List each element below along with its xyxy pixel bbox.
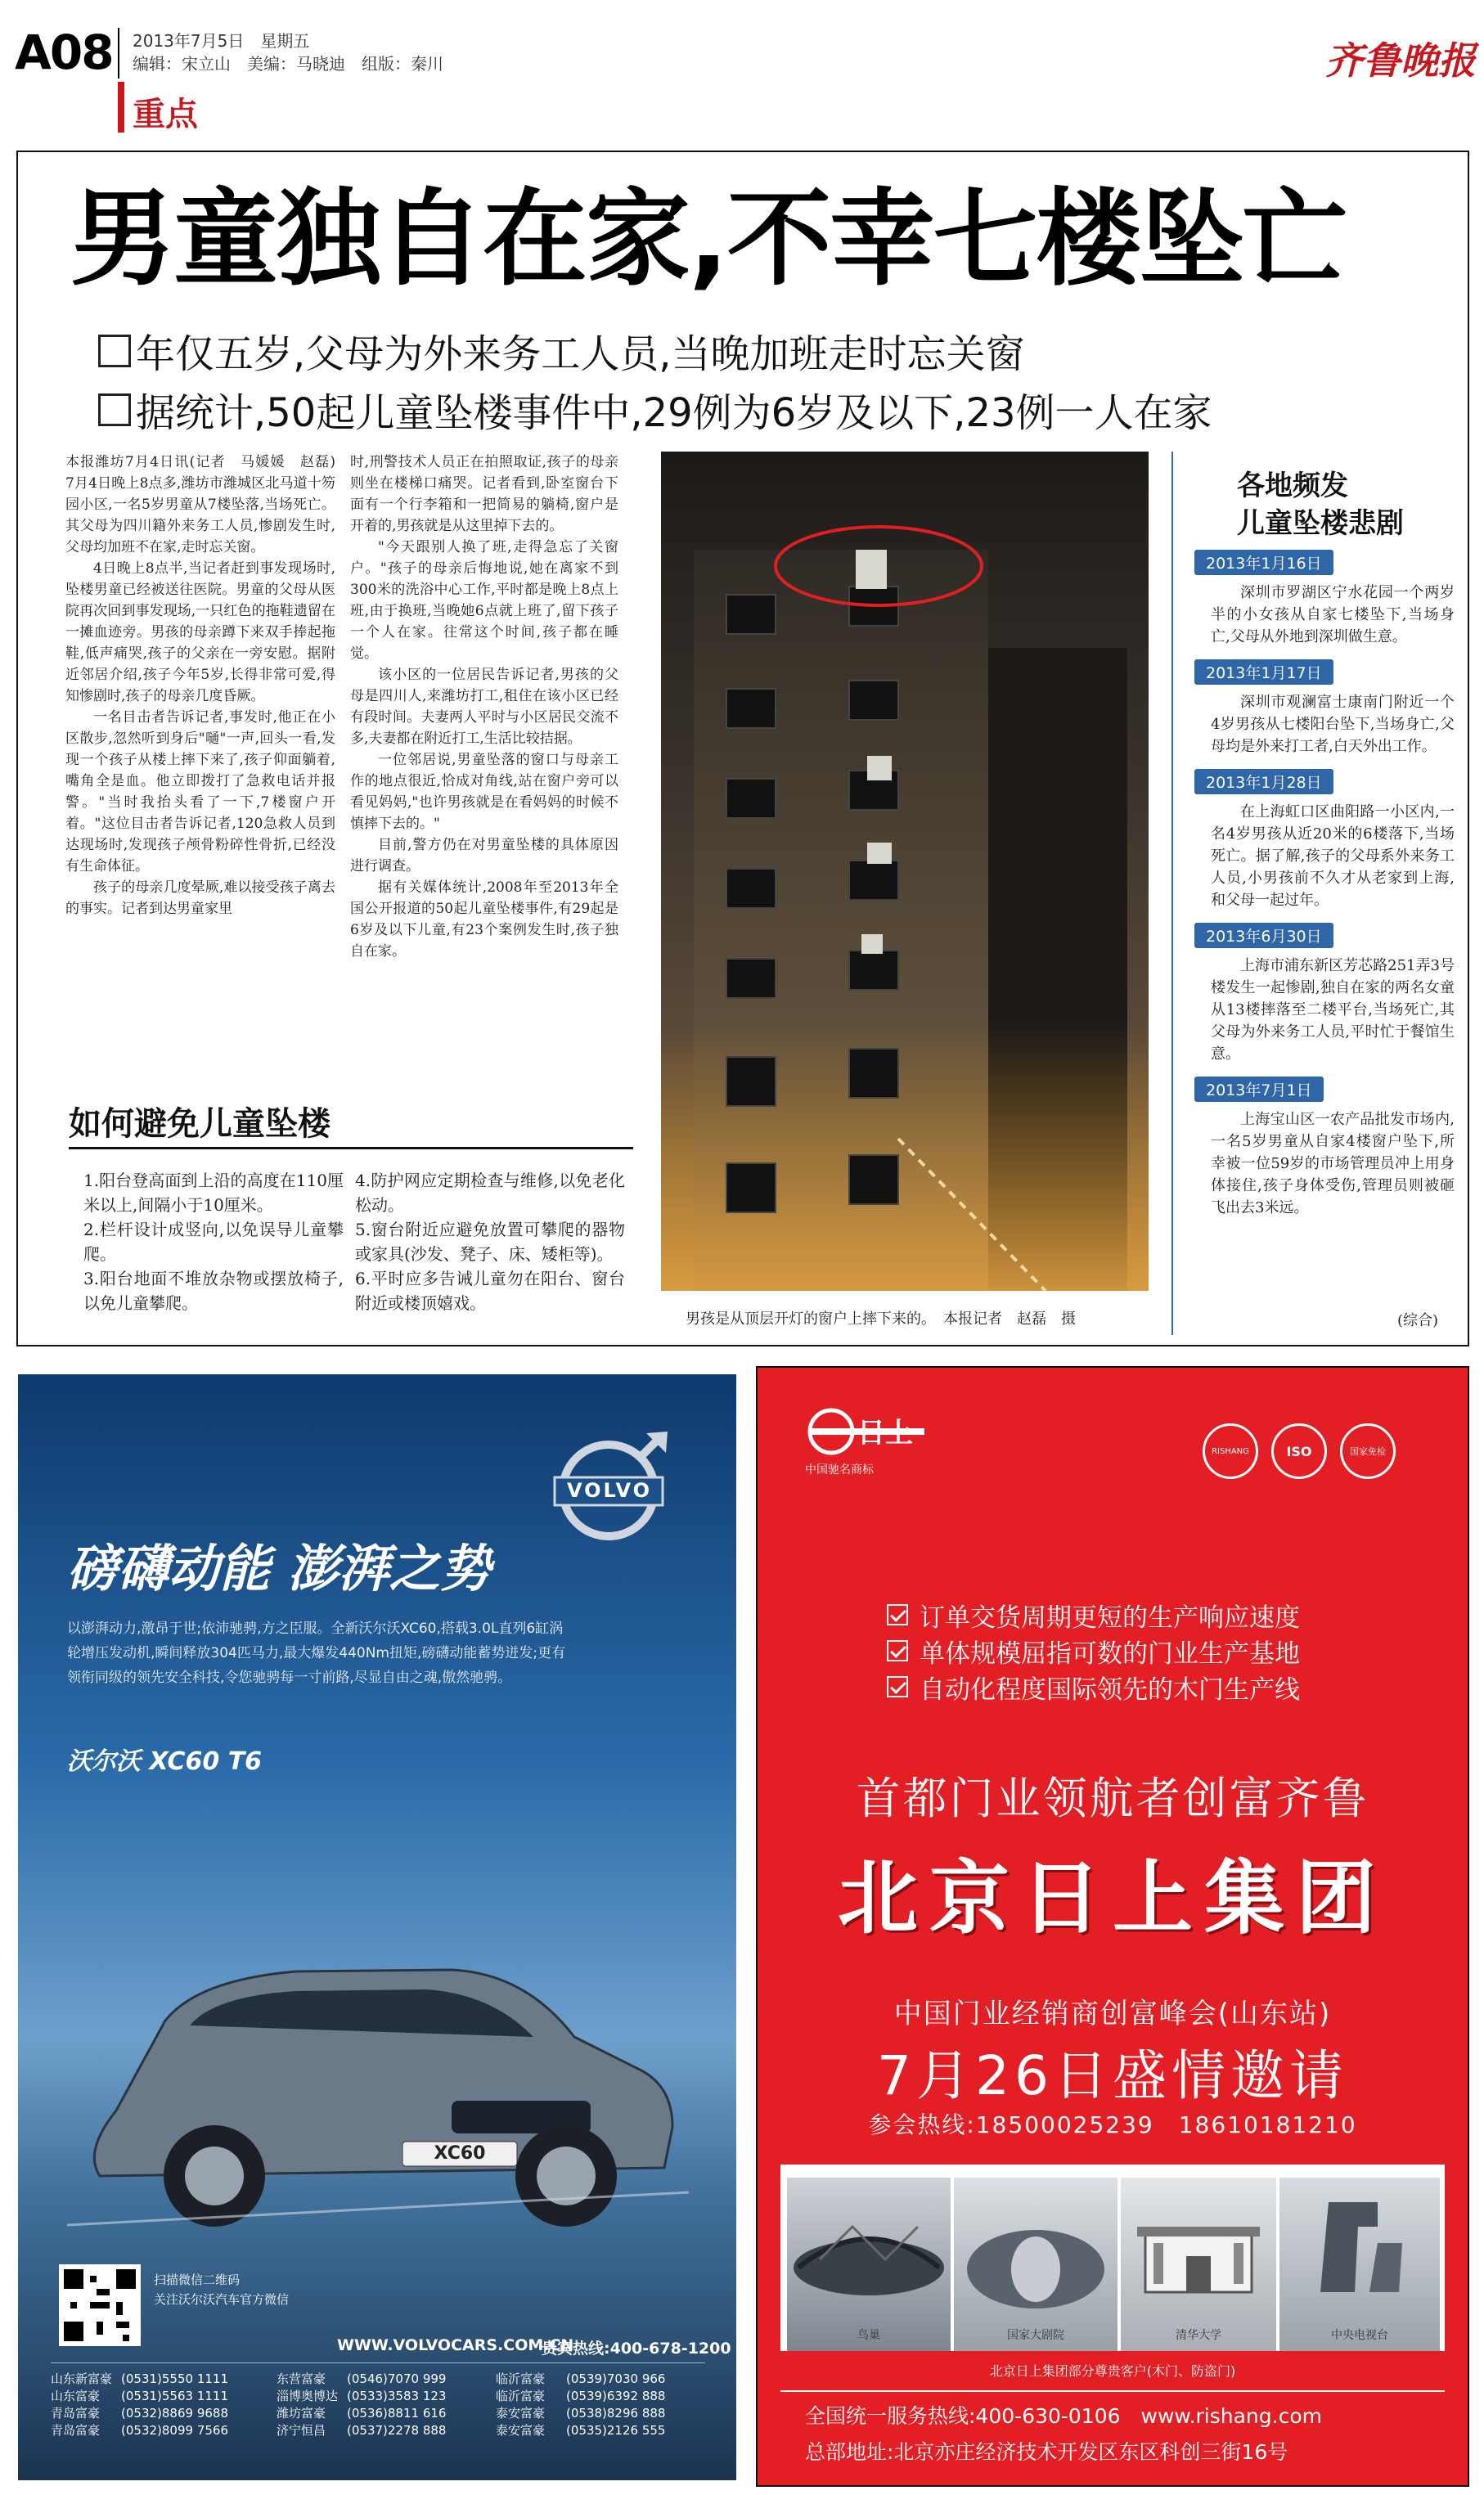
deck-box-icon	[98, 335, 131, 367]
dealer-name: 青岛富豪	[51, 2423, 101, 2438]
bullet-text: 单体规模屈指可数的门业生产基地	[920, 1639, 1300, 1669]
tip-item: 1.阳台登高面到上沿的高度在110厘米以上,间隔小于10厘米。	[83, 1171, 344, 1215]
tip-item: 5.窗台附近应避免放置可攀爬的器物或家具(沙发、凳子、床、矮柜等)。	[355, 1220, 625, 1264]
rishang-event: 中国门业经销商创富峰会(山东站)	[893, 1998, 1332, 2030]
deck-line-2	[98, 381, 1212, 438]
dealer-name: 淄博奥博达	[277, 2389, 339, 2403]
landmark-strip	[780, 2165, 1445, 2351]
deck-line-1	[98, 322, 1025, 379]
qr-caption: 扫描微信二维码	[154, 2272, 241, 2287]
rishang-address: 总部地址:北京亦庄经济技术开发区东区科创三街16号	[805, 2440, 1288, 2464]
section-label: 重点	[133, 96, 198, 133]
article-paragraph: 孩子的母亲几度晕厥,难以接受孩子离去的事实。记者到达男童家里	[65, 879, 335, 917]
sidebar-title-2: 儿童坠楼悲剧	[1237, 507, 1404, 540]
cert-seal-text: RISHANG	[1212, 1446, 1249, 1456]
rishang-footer-divider	[780, 2390, 1445, 2392]
article-paragraph: 目前,警方仍在对男童坠楼的具体原因进行调查。	[350, 837, 618, 874]
cert-seal-text: 国家免检	[1350, 1446, 1386, 1457]
article-paragraph: "今天跟别人换了班,走得急忘了关窗户。"孩子的母亲后悔地说,她在离家不到300米的洗浴中心工作,平时都是晚上8点上班,由于换班,当晚她6点就上班了,留下孩子一个人在家。往常这个时间,孩子都在睡觉。	[350, 539, 618, 662]
deck-text-1: 年仅五岁,父母为外来务工人员,当晚加班走时忘关窗	[136, 331, 1025, 377]
sidebar-title-1: 各地频发	[1237, 470, 1348, 502]
dealer-name: 潍坊富豪	[277, 2406, 326, 2421]
landmark-caption: 中央电视台	[1331, 2329, 1388, 2342]
dealer-phone: (0538)8296 888	[566, 2406, 666, 2421]
bullet-item	[887, 1669, 1300, 1705]
dealer-list	[51, 2371, 713, 2439]
timeline-date: 2013年7月1日	[1194, 1077, 1324, 1102]
rishang-company: 北京日上集团	[837, 1852, 1387, 1945]
dealer-phone: (0537)2278 888	[347, 2423, 447, 2438]
checkbox-icon	[887, 1676, 908, 1697]
bullet-text: 自动化程度国际领先的木门生产线	[920, 1675, 1300, 1705]
volvo-website: WWW.VOLVOCARS.COM.CN	[337, 2336, 574, 2354]
article-paragraph: 一位邻居说,男童坠落的窗口与母亲工作的地点很近,恰成对角线,站在窗户旁可以看见妈妈,"也许男孩就是在看妈妈的时候不慎摔下去的。"	[350, 752, 618, 832]
rishang-service: 全国统一服务热线:400-630-0106 www.rishang.com	[805, 2404, 1322, 2428]
dealer-phone: (0531)5550 1111	[121, 2371, 228, 2386]
dealer-name: 东营富豪	[277, 2371, 326, 2386]
timeline-entry	[1194, 769, 1455, 911]
rishang-hotline: 参会热线:18500025239 18610181210	[868, 2111, 1357, 2138]
dealer-row	[51, 2405, 713, 2422]
building-illustration	[661, 452, 1149, 1291]
dealer-phone: (0532)8869 9688	[121, 2406, 228, 2421]
dealer-name: 临沂富豪	[496, 2371, 546, 2386]
rishang-customers: 北京日上集团部分尊贵客户(木门、防盗门)	[989, 2363, 1236, 2379]
dealer-name: 泰安富豪	[496, 2423, 546, 2438]
building-photo	[661, 452, 1149, 1291]
sidebar-timeline	[1194, 550, 1455, 1230]
volvo-slogan: 磅礴动能 澎湃之势	[67, 1539, 491, 1598]
bullet-item	[887, 1633, 1300, 1669]
dealer-row	[51, 2371, 713, 2388]
rishang-logo	[805, 1407, 928, 1482]
dealer-name: 济宁恒昌	[277, 2423, 326, 2438]
timeline-date: 2013年1月17日	[1194, 659, 1333, 685]
header-divider	[118, 28, 119, 79]
timeline-entry	[1194, 923, 1455, 1065]
dealer-name: 青岛富豪	[51, 2406, 101, 2421]
dealer-name: 临沂富豪	[496, 2389, 546, 2403]
tip-item: 4.防护网应定期检查与维修,以免老化松动。	[355, 1171, 625, 1215]
tip-item: 2.栏杆设计成竖向,以免误导儿童攀爬。	[83, 1220, 344, 1264]
timeline-date: 2013年1月16日	[1194, 550, 1333, 575]
landmark-cctv	[1279, 2178, 1440, 2351]
landmark-caption: 鸟巢	[857, 2329, 880, 2342]
volvo-car-illustration	[67, 1881, 689, 2241]
timeline-text: 在上海虹口区曲阳路一小区内,一名4岁男孩从近20米的6楼落下,当场死亡。据了解,孩子的父母系外来务工人员,小男孩前不久才从老家到上海,和父母一起过年。	[1211, 803, 1455, 909]
volvo-model: 沃尔沃 XC60 T6	[67, 1747, 263, 1776]
timeline-text: 上海市浦东新区芳芯路251弄3号楼发生一起惨剧,独自在家的两名女童从13楼摔落至二楼平台,当场死亡,其父母为外来务工人员,平时忙于餐馆生意。	[1211, 957, 1455, 1063]
article-paragraph: 4日晚上8点半,当记者赶到事发现场时,坠楼男童已经被送往医院。男童的父母从医院再次回到事发现场,一只红色的拖鞋遗留在一摊血迹旁。男孩的母亲蹲下来双手捧起拖鞋,低声痛哭,孩子的父亲在一旁安慰。据附近邻居介绍,孩子今年5岁,长得非常可爱,得知惨剧时,孩子的母亲几度昏厥。	[65, 560, 335, 704]
cert-seal	[1203, 1423, 1258, 1479]
timeline-date: 2013年1月28日	[1194, 769, 1333, 794]
article-paragraph: 据有关媒体统计,2008年至2013年全国公开报道的50起儿童坠楼事件,有29起是6岁及以下儿童,有23个案例发生时,孩子独自在家。	[350, 879, 618, 960]
rishang-logo-text: 日上	[857, 1417, 913, 1450]
rishang-tagline: 首都门业领航者创富齐鲁	[856, 1773, 1369, 1824]
tip-item: 6.平时应多告诫儿童勿在阳台、窗台附近或楼顶嬉戏。	[355, 1269, 625, 1313]
dealer-phone: (0539)6392 888	[566, 2389, 666, 2403]
sidebar-divider	[1171, 452, 1173, 1335]
page-number: A08	[15, 25, 113, 80]
timeline-entry	[1194, 659, 1455, 757]
staff-line: 编辑：宋立山 美编：马晓迪 组版：秦川	[133, 54, 443, 74]
landmark-tsinghua	[1121, 2178, 1276, 2351]
article-column-1	[65, 452, 349, 1073]
rishang-ad	[758, 1368, 1468, 2485]
timeline-entry	[1194, 1077, 1455, 1219]
tips-right	[355, 1168, 625, 1315]
date-line: 2013年7月5日 星期五	[133, 31, 310, 51]
timeline-text: 上海宝山区一农产品批发市场内,一名5岁男童从自家4楼窗户坠下,所幸被一位59岁的市场管理员冲上用身体接住,孩子身体受伤,管理员则被砸飞出去3米远。	[1211, 1111, 1455, 1216]
rishang-logo-sub: 中国驰名商标	[805, 1463, 874, 1477]
deck-box-icon	[98, 393, 131, 426]
cert-seal	[1271, 1423, 1327, 1479]
dealer-phone: (0536)8811 616	[347, 2406, 447, 2421]
article-paragraph: 该小区的一位居民告诉记者,男孩的父母是四川人,来潍坊打工,租住在该小区已经有段时间。夫妻两人平时与小区居民交流不多,夫妻都在附近打工,生活比较拮据。	[350, 667, 618, 747]
timeline-entry	[1194, 550, 1455, 648]
tips-underline	[69, 1147, 633, 1149]
dealer-phone: (0532)8099 7566	[121, 2423, 228, 2438]
sidebar-source: (综合)	[1397, 1312, 1439, 1329]
qr-caption-2: 关注沃尔沃汽车官方微信	[154, 2292, 290, 2307]
landmark-caption: 国家大剧院	[1007, 2329, 1064, 2342]
volvo-logo	[550, 1427, 672, 1549]
landmark-bird-nest	[787, 2178, 951, 2351]
dealer-phone: (0531)5563 1111	[121, 2389, 228, 2403]
article-paragraph: 本报潍坊7月4日讯(记者 马媛媛 赵磊) 7月4日晚上8点多,潍坊市潍城区北马道十笏园小区,一名5岁男童从7楼坠落,当场死亡。其父母为四川籍外来务工人员,惨剧发生时,父母均加班不在家,走时忘关窗。	[65, 454, 349, 555]
dealer-phone: (0539)7030 966	[566, 2371, 666, 2386]
cert-seal	[1340, 1423, 1396, 1479]
stadium-icon	[787, 2178, 951, 2300]
volvo-logo-text: VOLVO	[566, 1479, 653, 1502]
checkbox-icon	[887, 1640, 908, 1661]
timeline-date: 2013年6月30日	[1194, 923, 1333, 948]
newspaper-brand: 齐鲁晚报	[1325, 38, 1476, 83]
volvo-plate: XC60	[434, 2143, 486, 2164]
dealer-phone: (0535)2126 555	[566, 2423, 666, 2438]
tips-title: 如何避免儿童坠楼	[69, 1105, 331, 1143]
gate-icon	[1121, 2178, 1276, 2300]
volvo-hotline: 贵宾热线:400-678-1200	[542, 2340, 731, 2358]
dealer-name: 山东新富豪	[51, 2371, 113, 2386]
timeline-text: 深圳市观澜富士康南门附近一个4岁男孩从七楼阳台坠下,当场身亡,父母均是外来打工者,白天外出工作。	[1211, 694, 1455, 755]
dealer-row	[51, 2422, 713, 2439]
volvo-ad	[18, 1374, 736, 2480]
dealer-name: 泰安富豪	[496, 2406, 546, 2421]
dealer-phone: (0546)7070 999	[347, 2371, 447, 2386]
headline: 男童独自在家,不幸七楼坠亡	[70, 178, 1346, 300]
tips-left	[83, 1168, 344, 1315]
dealer-row	[51, 2388, 713, 2405]
article-paragraph: 一名目击者告诉记者,事发时,他正在小区散步,忽然听到身后"嗵"一声,回头一看,发现一个孩子从楼上摔下来了,孩子仰面躺着,嘴角全是血。他立即拨打了急救电话并报警。"当时我抬头看了一下,7楼窗户开着。"这位目击者告诉记者,120急救人员到达现场时,发现孩子颅骨粉碎性骨折,已经没有生命体征。	[65, 709, 335, 874]
landmark-opera	[954, 2178, 1117, 2351]
tip-item: 3.阳台地面不堆放杂物或摆放椅子,以免儿童攀爬。	[83, 1269, 344, 1313]
volvo-body: 以澎湃动力,激昂于世;依沛驰骋,方之臣服。全新沃尔沃XC60,搭载3.0L直列6缸涡轮增压发动机,瞬间释放304匹马力,最大爆发440Nm扭矩,磅礴动能蓄势迸发;更有领衔同级的领先安全科技,令您驰骋每一寸前路,尽显自由之魂,傲然驰骋。	[67, 1621, 566, 1686]
photo-caption: 男孩是从顶层开灯的窗户上摔下来的。 本报记者 赵磊 摄	[686, 1310, 1076, 1328]
bullet-text: 订单交货周期更短的生产响应速度	[920, 1603, 1300, 1633]
dealer-divider	[51, 2362, 705, 2363]
section-bar	[118, 82, 124, 133]
opera-house-icon	[954, 2178, 1117, 2300]
landmark-caption: 清华大学	[1176, 2329, 1221, 2342]
article-column-2	[350, 452, 618, 1073]
dealer-name: 山东富豪	[51, 2389, 101, 2403]
deck-text-2: 据统计,50起儿童坠楼事件中,29例为6岁及以下,23例一人在家	[136, 390, 1212, 436]
tower-icon	[1279, 2178, 1440, 2300]
timeline-text: 深圳市罗湖区宁水花园一个两岁半的小女孩从自家七楼坠下,当场身亡,父母从外地到深圳做生意。	[1211, 584, 1455, 645]
dealer-phone: (0533)3583 123	[347, 2389, 447, 2403]
rishang-bullets	[887, 1597, 1300, 1705]
rishang-invite: 7月26日盛情邀请	[877, 2044, 1348, 2107]
qr-code-icon	[64, 2269, 136, 2341]
qr-code	[59, 2264, 141, 2346]
bullet-item	[887, 1597, 1300, 1633]
article-paragraph: 时,刑警技术人员正在拍照取证,孩子的母亲则坐在楼梯口痛哭。记者看到,卧室窗台下面有一个行李箱和一把简易的躺椅,窗户是开着的,男孩就是从这里掉下去的。	[350, 454, 618, 534]
cert-seal-text: ISO	[1286, 1443, 1312, 1459]
checkbox-icon	[887, 1604, 908, 1625]
